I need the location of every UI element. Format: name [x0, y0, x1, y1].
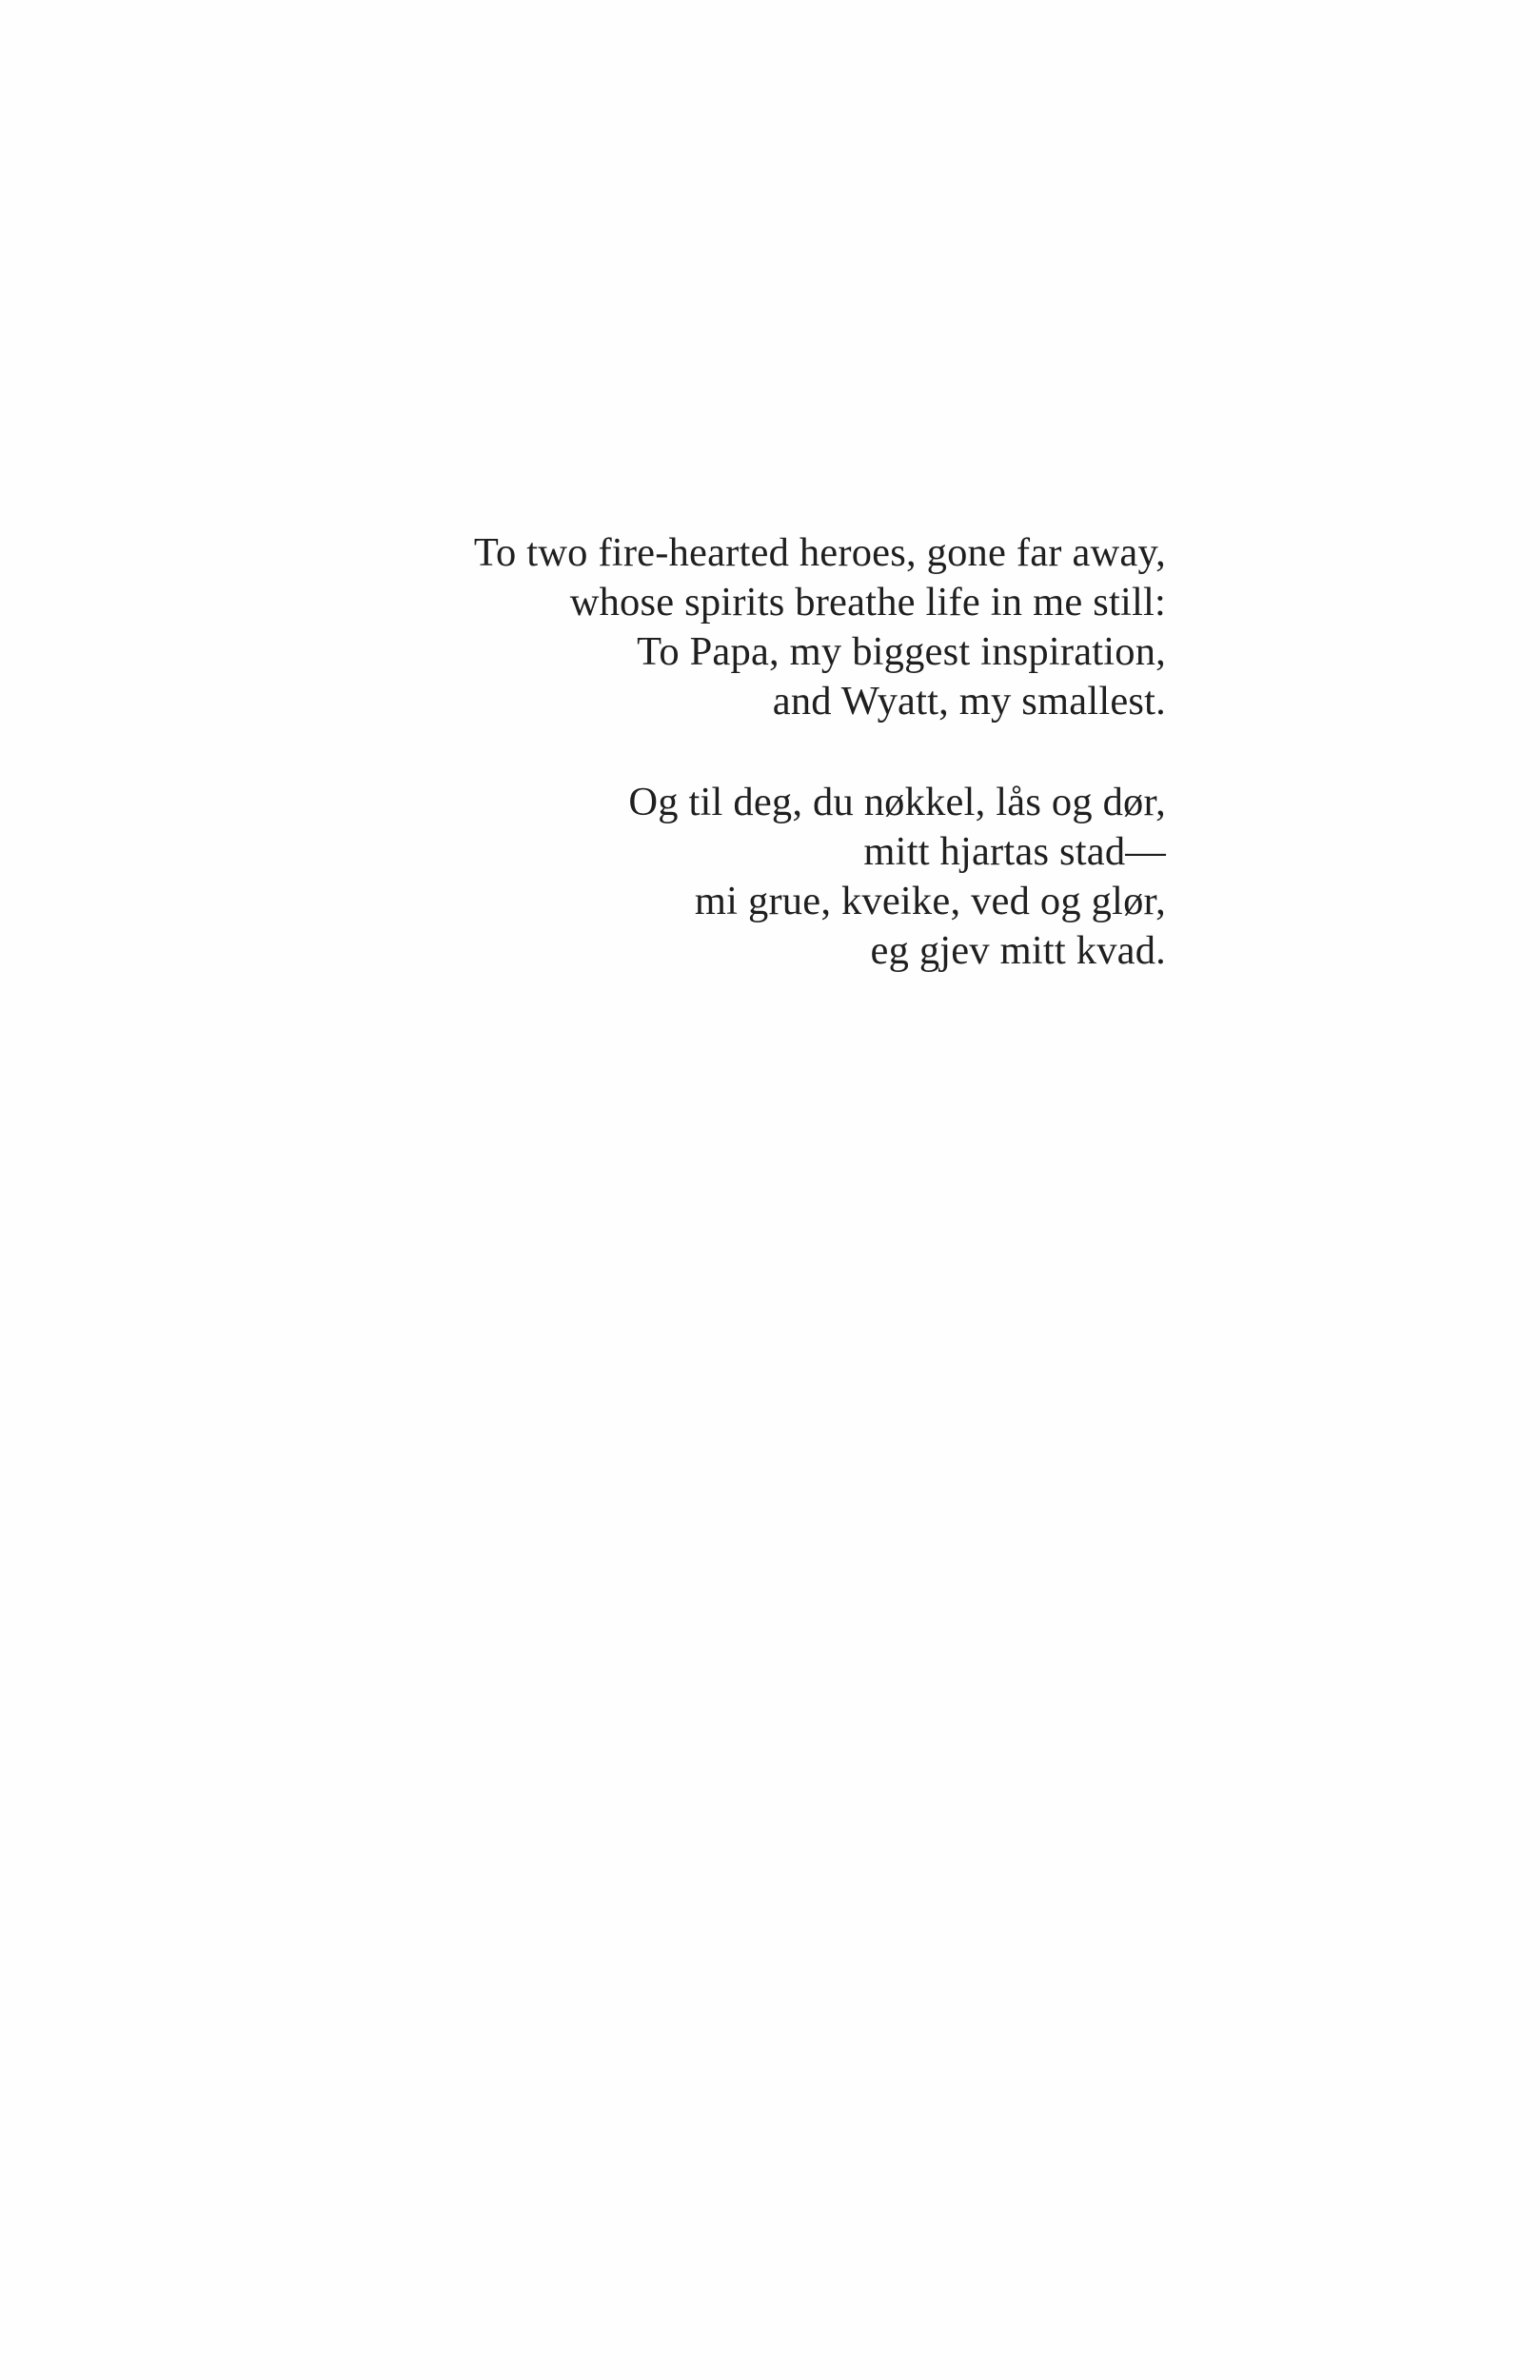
english-stanza: [214, 528, 1166, 726]
stanza-line: mi grue, kveike, ved og glør,: [694, 879, 1166, 923]
stanza-line: Og til deg, du nøkkel, lås og dør,: [628, 780, 1166, 824]
stanza-line: whose spirits breathe life in me still:: [569, 580, 1166, 625]
dedication-block: [214, 528, 1166, 976]
stanza-line: To Papa, my biggest inspiration,: [637, 629, 1166, 674]
stanza-line: and Wyatt, my smallest.: [772, 679, 1166, 724]
stanza-line: To two fire-hearted heroes, gone far away,: [473, 530, 1166, 575]
norwegian-stanza: [214, 778, 1166, 976]
stanza-line: mitt hjartas stad—: [863, 829, 1166, 874]
stanza-line: eg gjev mitt kvad.: [870, 928, 1166, 973]
